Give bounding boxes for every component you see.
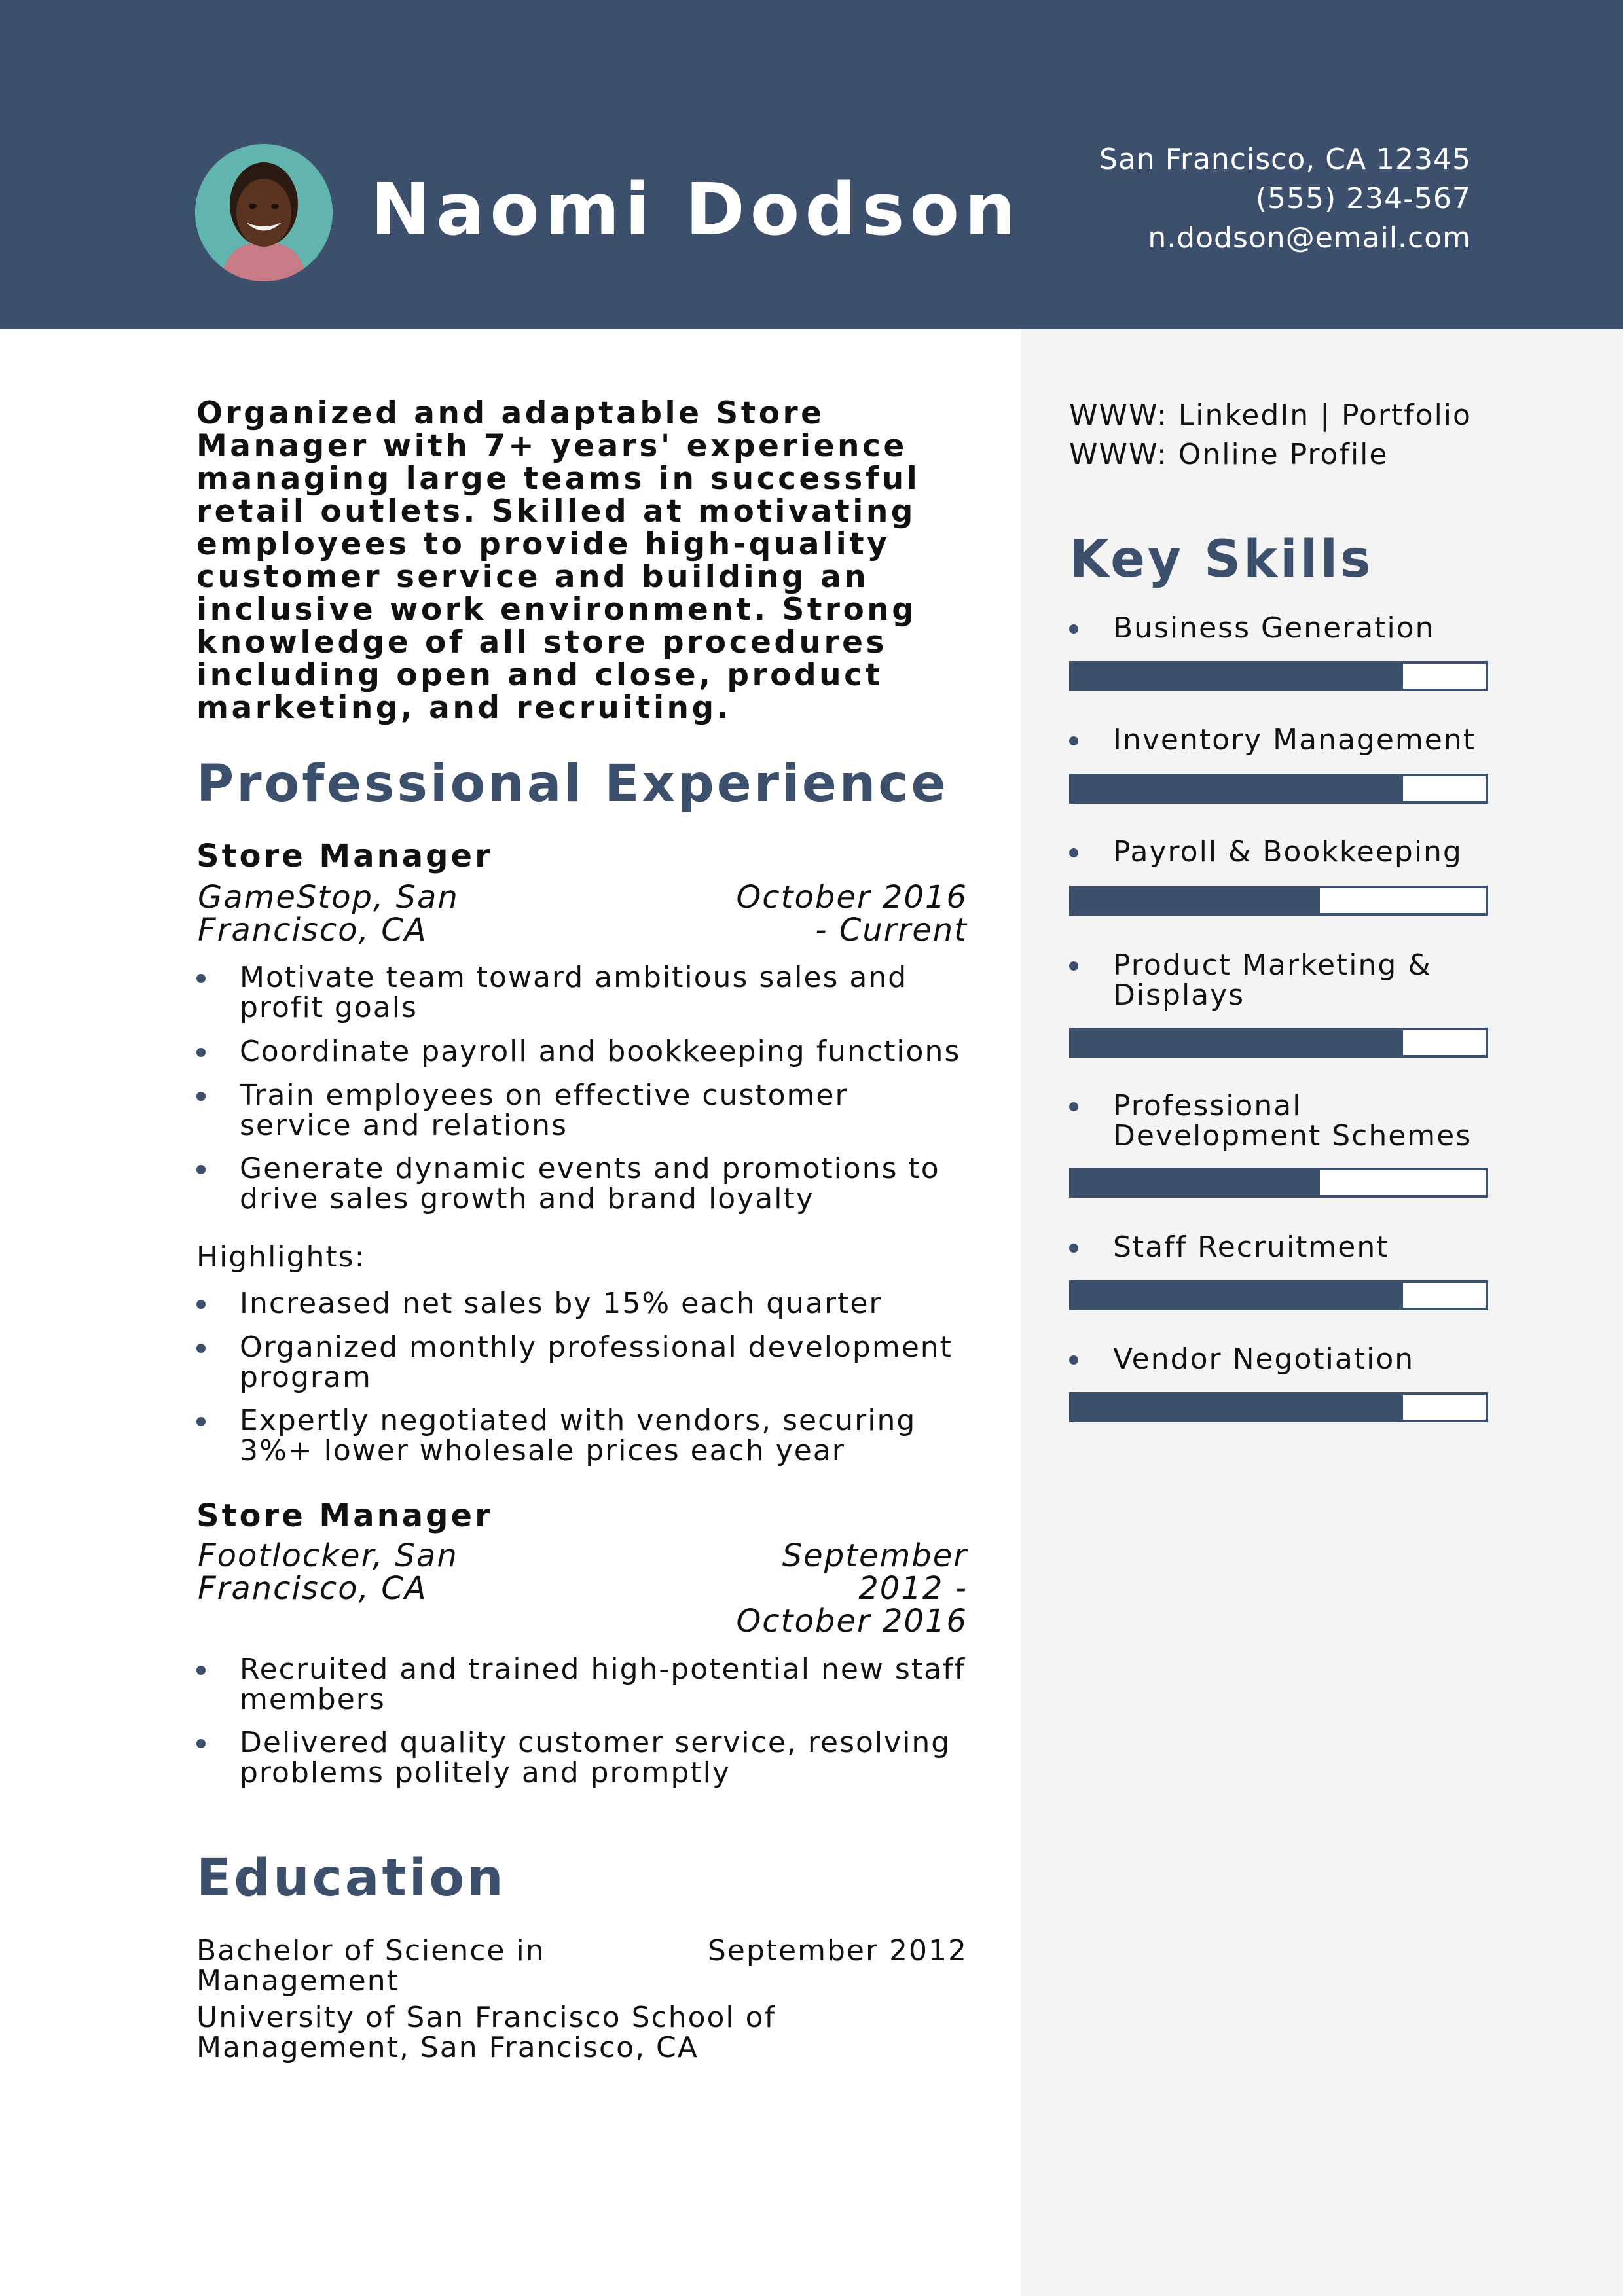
key-skills-heading: Key Skills (1069, 530, 1374, 589)
skill-item (1069, 1091, 1488, 1151)
job-bullet: Train employees on effective customer service and relations (196, 1081, 969, 1141)
highlight-bullet: Increased net sales by 15% each quarter (196, 1289, 969, 1319)
highlight-bullet: Expertly negotiated with vendors, securing 3%+ lower wholesale prices each year (196, 1406, 969, 1466)
company-line: Francisco, CA (198, 1570, 428, 1607)
job-bullet: Generate dynamic events and promotions to drive sales growth and brand loyalty (196, 1154, 969, 1214)
skill-label: Inventory Management (1069, 725, 1488, 755)
skill-item (1069, 1232, 1488, 1263)
skill-item (1069, 725, 1488, 755)
phone: (555) 234-567 (1255, 182, 1471, 215)
skill-level-bar (1069, 886, 1488, 916)
job-dates (693, 1539, 968, 1638)
header-banner (0, 0, 1623, 329)
skill-level-fill (1072, 664, 1403, 689)
web-link-linkedin-portfolio[interactable]: WWW: LinkedIn | Portfolio (1069, 399, 1472, 432)
job-title: Store Manager (196, 838, 493, 874)
skill-level-bar (1069, 1392, 1488, 1422)
web-link-online-profile[interactable]: WWW: Online Profile (1069, 438, 1389, 471)
skill-level-fill (1072, 1283, 1403, 1308)
experience-heading: Professional Experience (196, 755, 949, 814)
candidate-name: Naomi Dodson (371, 168, 1021, 251)
highlights-label: Highlights: (196, 1240, 366, 1274)
email-link[interactable]: n.dodson@email.com (1148, 221, 1471, 255)
skill-level-bar (1069, 1028, 1488, 1058)
profile-photo-icon (195, 144, 333, 281)
skill-level-fill (1072, 1030, 1403, 1055)
skill-level-fill (1072, 1170, 1320, 1195)
date-line: October 2016 (736, 1603, 968, 1640)
skill-item (1069, 1344, 1488, 1374)
skill-label: Product Marketing & Displays (1069, 950, 1488, 1011)
job-dates (693, 881, 968, 946)
date-line: 2012 - (858, 1570, 968, 1607)
job-bullet: Delivered quality customer service, resolving problems politely and promptly (196, 1728, 969, 1788)
skill-level-bar (1069, 661, 1488, 691)
skill-label: Staff Recruitment (1069, 1232, 1488, 1263)
job-bullet: Coordinate payroll and bookkeeping functions (196, 1037, 969, 1067)
skill-level-bar (1069, 1168, 1488, 1198)
skill-level-fill (1072, 1395, 1403, 1420)
professional-summary: Organized and adaptable Store Manager with 7+ years' experience managing large teams in successful retail outlets. Skilled at motivating employees to provide high-quality customer service and building an inclusive work environment. Strong knowledge of all store procedures including open and close, product marketing, and recruiting. (196, 395, 921, 726)
highlight-bullet: Organized monthly professional development program (196, 1333, 969, 1393)
skill-label: Professional Development Schemes (1069, 1091, 1488, 1151)
skill-label: Vendor Negotiation (1069, 1344, 1488, 1374)
job-company (198, 1539, 525, 1605)
skill-item (1069, 837, 1488, 867)
degree: Bachelor of Science in Management (196, 1934, 545, 1998)
avatar (195, 144, 333, 281)
skill-level-fill (1072, 888, 1320, 913)
skill-level-bar (1069, 1280, 1488, 1310)
contact-info (1099, 140, 1471, 258)
company-line: Footlocker, San (198, 1537, 458, 1574)
skill-label: Payroll & Bookkeeping (1069, 837, 1488, 867)
education-heading: Education (196, 1849, 506, 1908)
company-line: GameStop, San (198, 879, 459, 916)
education-date: September 2012 (707, 1934, 968, 1967)
job-bullet: Recruited and trained high-potential new staff members (196, 1655, 969, 1715)
skill-level-fill (1072, 776, 1403, 801)
school: University of San Francisco School of Management, San Francisco, CA (196, 2001, 776, 2064)
skill-item (1069, 613, 1488, 643)
date-line: - Current (815, 912, 968, 948)
skill-item (1069, 950, 1488, 1011)
job-title: Store Manager (196, 1498, 493, 1534)
date-line: September (782, 1537, 968, 1574)
date-line: October 2016 (736, 879, 968, 916)
company-line: Francisco, CA (198, 912, 428, 948)
web-links (1069, 396, 1472, 475)
address: San Francisco, CA 12345 (1099, 143, 1471, 176)
job-bullet: Motivate team toward ambitious sales and profit goals (196, 963, 969, 1023)
job-company (198, 881, 525, 946)
skill-level-bar (1069, 774, 1488, 804)
skill-label: Business Generation (1069, 613, 1488, 643)
